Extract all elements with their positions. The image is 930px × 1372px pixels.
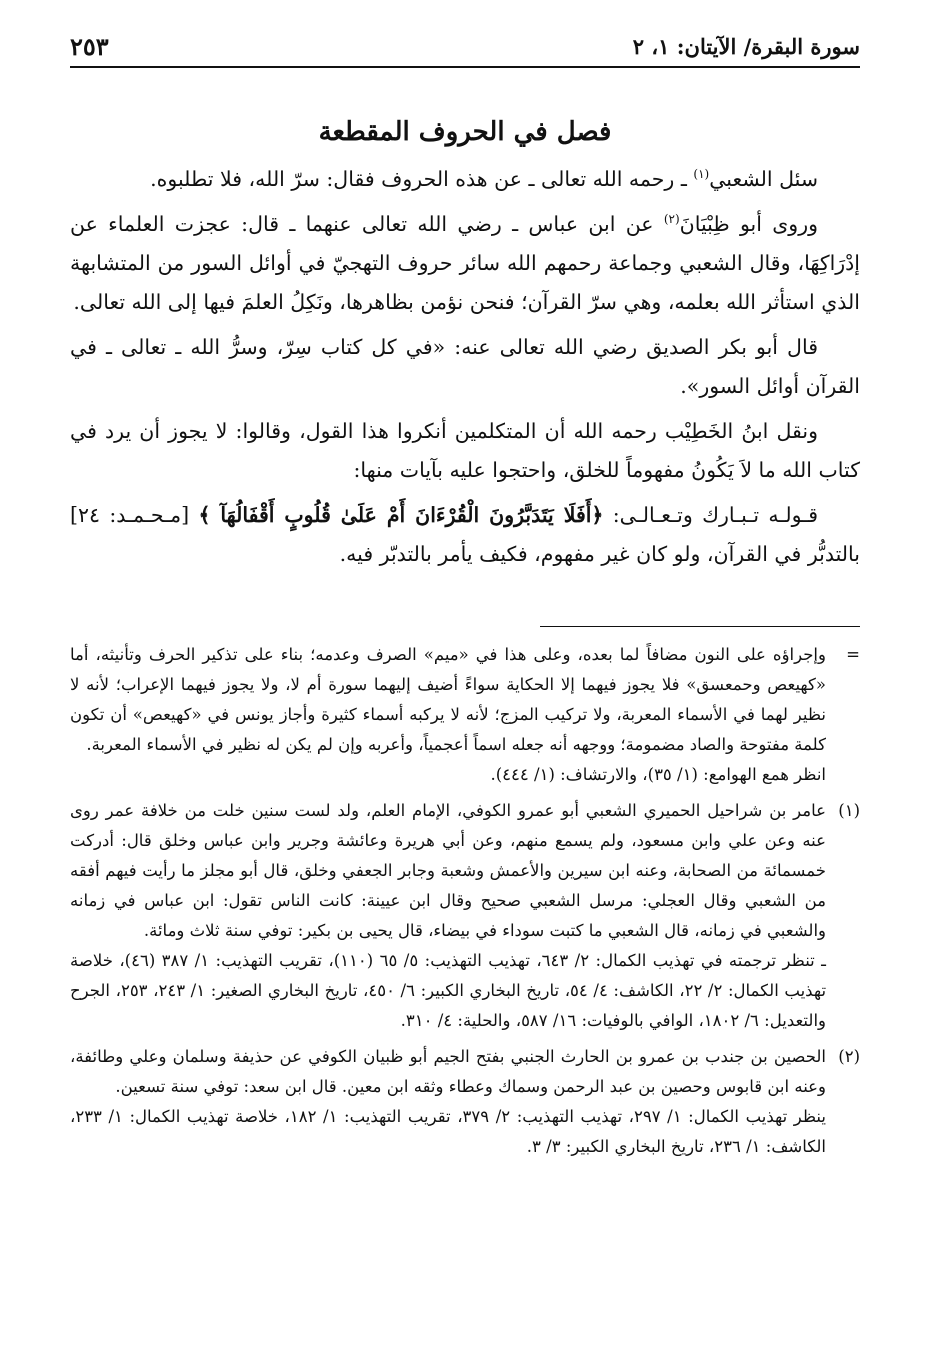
footnote-continued-text: وإجراؤه على النون مضافاً لما بعده، وعلى هذا في «ميم» الصرف وعدمه؛ بناء على تذكير الحرف وتأنيثه، أما «كهيعص وحمعسق» فلا يجوز فيهما إلا الحكاية سواءً أضيف إليهما سورة أم لا، ولا يجوز فيهما الإعراب؛ لأنه لا نظير لهما في الأسماء المعربة، ولا تركيب المزج؛ لأنه لا يركبه أسماء كثيرة وأجاز يونس في «كهيعص» أن تكون كلمة مفتوحة والصاد مضمومة؛ ووجهه أنه جعله اسماً أعجمياً، وأعربه وإن لم يكن له نظير في الأسماء المعربة. <box>70 645 826 754</box>
footnote-separator <box>540 626 860 627</box>
paragraph-5-cont: [مـحـمـد: ٢٤] بالتدبُّر في القرآن، ولو كان غير مفهوم، فكيف يأمر بالتدبّر فيه. <box>70 503 860 566</box>
footnote-continued-ref: انظر همع الهوامع: (١/ ٣٥)، والارتشاف: (١/ ٤٤٤). <box>490 765 826 784</box>
continuation-mark: = <box>846 645 860 664</box>
footnotes <box>70 640 860 1168</box>
running-title: سورة البقرة/ الآيتان: ١، ٢ <box>627 32 860 62</box>
footnote-1-text: عامر بن شراحيل الحميري الشعبي أبو عمرو الكوفي، الإمام العلم، ولد لست سنين خلت من خلافة عمر روى عنه وعن علي وابن مسعود، ولم يسمع منهم، وعن أبي هريرة وعائشة وجرير وابن عباس وخلق قال: أدركت خمسمائة من الصحابة، وعنه ابن سيرين والأعمش وشعبة وجابر الجعفي وخلق، قال أبو مجلز ما رأيت فيهم أفقه من الشعبي وقال العجلي: مرسل الشعبي صحيح وقال ابن عيينة: كانت الناس تقول: ابن عباس في زمانه والشعبي في زمانه، قال الشعبي ما كتبت سوداء في بيضاء، قال يحيى بن بكير: توفي سنة ثلاث ومائة. <box>70 801 826 940</box>
paragraph-1-text: سئل الشعبي <box>709 167 818 191</box>
footnote-2 <box>70 1042 860 1162</box>
paragraph-5 <box>70 496 860 574</box>
section-title: فصل في الحروف المقطعة <box>318 117 612 147</box>
paragraph-2-cont: عن ابن عباس ـ رضي الله تعالى عنهما ـ قال: عجزت العلماء عن إدْرَاكِهَا، وقال الشعبي وجماعة رحمهم الله سائر حروف التهجيّ في أوائل السور من المتشابهة الذي استأثر الله بعلمه، وهي سرّ القرآن؛ فنحن نؤمن بظاهرها، ونَكِلُ العلمَ فيها إلى الله تعالى. <box>70 212 860 314</box>
footnote-1-ref: ـ تنظر ترجمته في تهذيب الكمال: ٢/ ٦٤٣، تهذيب التهذيب: ٥/ ٦٥ (١١٠)، تقريب التهذيب: ١/ ٣٨٧ (٤٦)، خلاصة تهذيب الكمال: ٢/ ٢٢، الكاشف: ٤/ ٥٤، تاريخ البخاري الكبير: ٦/ ٤٥٠، تاريخ البخاري الصغير: ١/ ٢٤٣، ٢٥٣، الجرح والتعديل: ٦/ ١٨٠٢، الوافي بالوفيات: ١٦/ ٥٨٧، والحلية: ٤/ ٣١٠. <box>70 951 827 1030</box>
page-number: ٢٥٣ <box>70 32 115 62</box>
footnote-ref-2: (٢) <box>663 212 680 227</box>
paragraph-2-text: وروى أبو ظِبْيَانَ <box>679 212 819 236</box>
footnote-continued <box>70 640 860 790</box>
paragraph-1-cont: ـ رحمه الله تعالى ـ عن هذه الحروف فقال: سرّ الله، فلا تطلبوه. <box>150 167 694 191</box>
quran-verse: ﴿أَفَلَا يَتَدَبَّرُونَ الْقُرْءَانَ أَمْ عَلَىٰ قُلُوبٍ أَقْفَالُهَآ ﴾ <box>198 503 604 527</box>
paragraph-3: قال أبو بكر الصديق رضي الله تعالى عنه: «في كل كتاب سِرّ، وسرُّ الله ـ تعالى ـ في القرآن أوائل السور». <box>70 335 860 398</box>
paragraph-2 <box>70 205 860 322</box>
paragraph-5-text: قـولـه تـبـارك وتـعـالـى: <box>603 503 819 527</box>
footnote-ref-1: (١) <box>693 167 710 182</box>
footnote-2-text: الحصين بن جندب بن عمرو بن الحارث الجنبي بفتح الجيم أبو ظبيان الكوفي عن حذيفة وسلمان وعلي وطائفة، وعنه ابن قابوس وحصين بن عبد الرحمن وسماك وعطاء وثقه ابن معين. قال ابن سعد: توفي سنة تسعين. <box>70 1047 826 1096</box>
paragraph-4: ونقل ابنُ الخَطِيْب رحمه الله أن المتكلمين أنكروا هذا القول، وقالوا: لا يجوز أن يرد في كتاب الله ما لاَ يَكُونُ مفهوماً للخلق، واحتجوا عليه بآيات منها: <box>70 419 860 482</box>
main-text <box>70 112 860 580</box>
running-head <box>70 32 860 68</box>
footnote-2-ref: ينظر تهذيب الكمال: ١/ ٢٩٧، تهذيب التهذيب: ٢/ ٣٧٩، تقريب التهذيب: ١/ ١٨٢، خلاصة تهذيب الكمال: ١/ ٢٣٣، الكاشف: ١/ ٢٣٦، تاريخ البخاري الكبير: ٣/ ٣. <box>70 1107 826 1156</box>
footnote-1-mark: (١) <box>838 801 860 820</box>
footnote-2-mark: (٢) <box>838 1047 860 1066</box>
footnote-1 <box>70 796 860 1036</box>
paragraph-1 <box>70 160 860 199</box>
